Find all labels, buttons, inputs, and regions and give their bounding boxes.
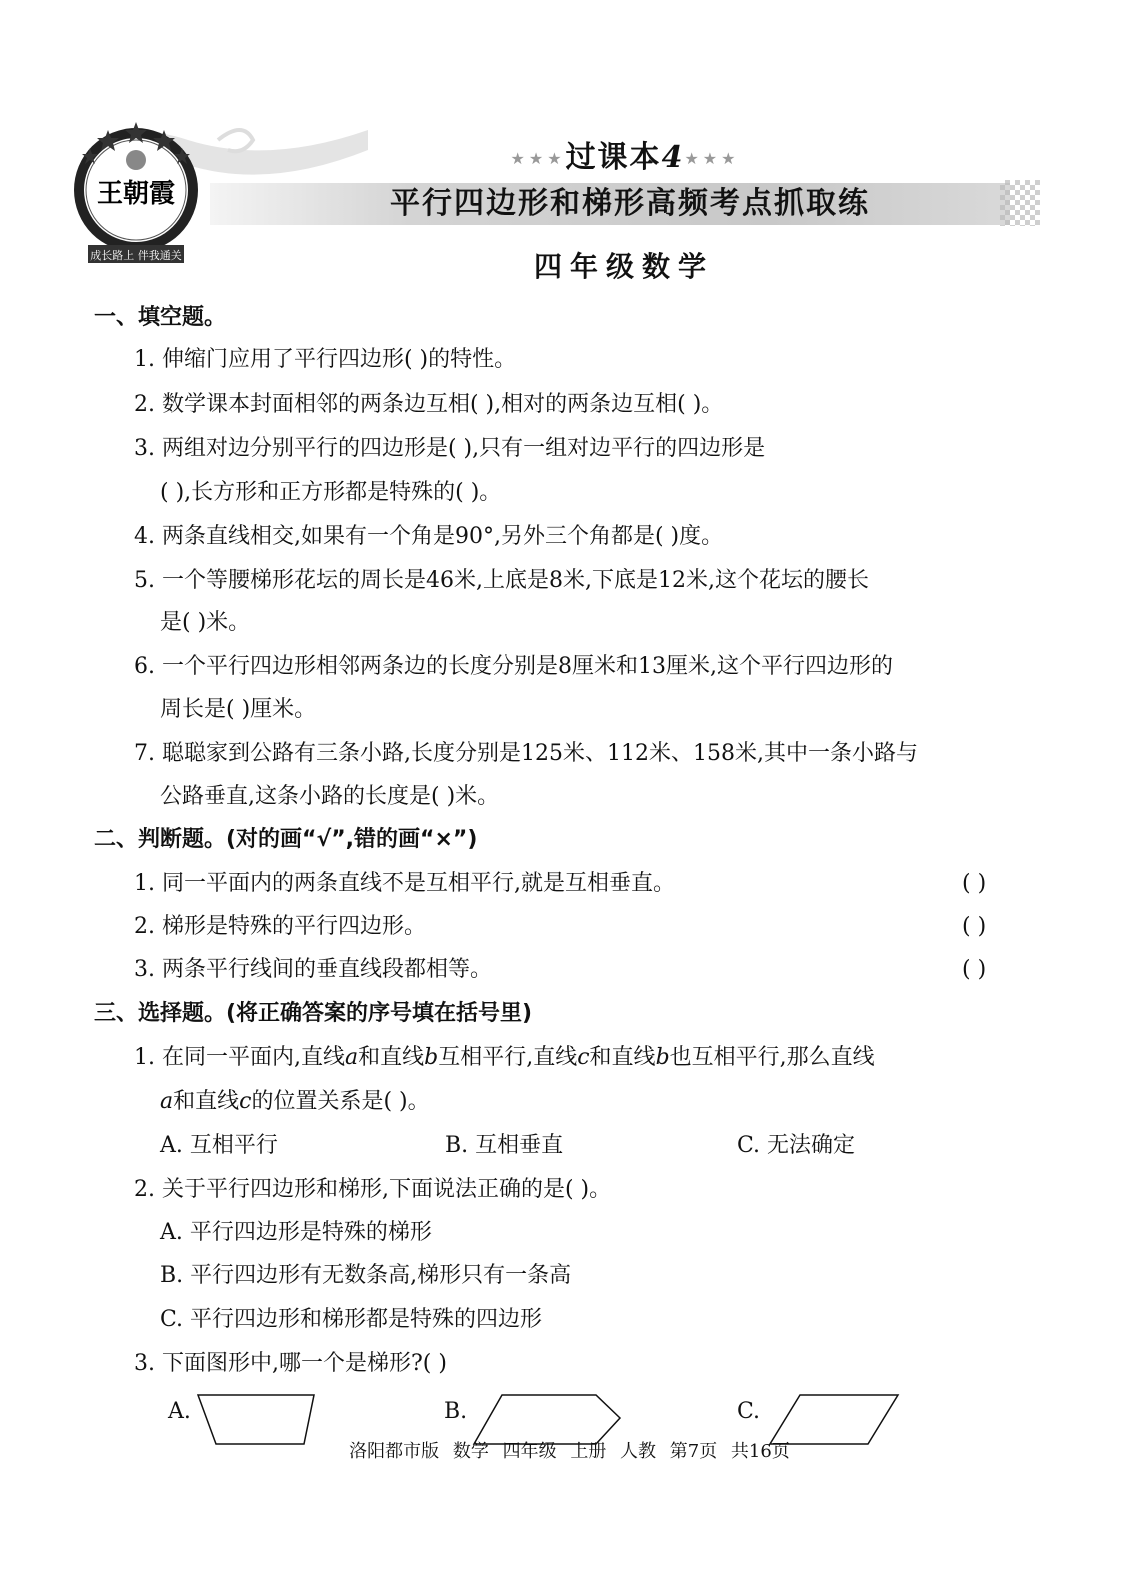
section-1-title: 一、填空题。 [94,305,227,330]
option-a: A. 平行四边形是特殊的梯形 [160,1220,432,1245]
q-text: 的位置关系是( )。 [251,1089,430,1114]
shape-label-a: A. [168,1399,191,1424]
logo-slogan: 成长路上 伴我通关 [90,249,182,262]
question-1-1: 1. 伸缩门应用了平行四边形( )的特性。 [134,347,517,372]
series-number: 4 [661,140,685,175]
question-1-6: 6. 一个平行四边形相邻两条边的长度分别是8厘米和13厘米,这个平行四边形的 [134,654,893,679]
q-text: 和直线 [589,1045,656,1070]
section-2-title: 二、判断题。(对的画“√”,错的画“×”) [94,827,478,852]
question-3-1-cont [160,1087,430,1117]
question-1-7: 7. 聪聪家到公路有三条小路,长度分别是125米、112米、158米,其中一条小路与 [134,741,918,766]
option-a: A. 互相平行 [160,1133,278,1158]
section-3-title: 三、选择题。(将正确答案的序号填在括号里) [94,1001,533,1026]
question-1-5-cont: 是( )米。 [160,610,251,635]
subject-title: 四年级数学 [533,250,714,283]
question-1-3: 3. 两组对边分别平行的四边形是( ),只有一组对边平行的四边形是 [134,436,766,461]
option-c: C. 平行四边形和梯形都是特殊的四边形 [160,1307,543,1332]
logo-text: 王朝霞 [96,179,176,209]
option-b: B. 平行四边形有无数条高,梯形只有一条高 [160,1263,572,1288]
q-text: 和直线 [173,1089,240,1114]
q-text: 和直线 [358,1045,425,1070]
shape-label-c: C. [737,1399,761,1424]
answer-box[interactable]: ( ) [962,957,987,982]
question-1-4: 4. 两条直线相交,如果有一个角是90°,另外三个角都是( )度。 [134,524,724,549]
question-1-2: 2. 数学课本封面相邻的两条边互相( ),相对的两条边互相( )。 [134,392,724,417]
option-c: C. 无法确定 [737,1133,856,1158]
question-3-2: 2. 关于平行四边形和梯形,下面说法正确的是( )。 [134,1177,612,1202]
question-3-3: 3. 下面图形中,哪一个是梯形?( ) [134,1351,447,1376]
series-text: 过课本 [565,140,662,175]
var-b: b [655,1045,670,1070]
answer-box[interactable]: ( ) [962,914,987,939]
q-text: 1. 在同一平面内,直线 [134,1045,345,1070]
var-a: a [160,1089,174,1114]
var-a: a [344,1045,359,1070]
answer-box[interactable]: ( ) [962,871,987,896]
var-c: c [239,1089,252,1114]
q-text: 互相平行,直线 [438,1045,578,1070]
var-c: c [577,1045,590,1070]
option-b: B. 互相垂直 [445,1133,564,1158]
question-1-6-cont: 周长是( )厘米。 [160,697,317,722]
star-decoration-icon: ★★★ [684,149,740,168]
question-2-1: 1. 同一平面内的两条直线不是互相平行,就是互相垂直。 [134,871,675,896]
question-1-5: 5. 一个等腰梯形花坛的周长是46米,上底是8米,下底是12米,这个花坛的腰长 [134,568,869,593]
question-2-2: 2. 梯形是特殊的平行四边形。 [134,914,426,939]
star-decoration-icon: ★★★ [510,149,566,168]
shape-label-b: B. [444,1399,468,1424]
var-b: b [424,1045,439,1070]
question-1-7-cont: 公路垂直,这条小路的长度是( )米。 [160,784,500,809]
series-label [500,132,750,176]
q-text: 也互相平行,那么直线 [669,1045,875,1070]
question-2-3: 3. 两条平行线间的垂直线段都相等。 [134,957,492,982]
page-title: 平行四边形和梯形高频考点抓取练 [390,186,870,221]
page-footer: 洛阳都市版 数学 四年级 上册 人教 第7页 共16页 [349,1441,790,1462]
question-1-3-cont: ( ),长方形和正方形都是特殊的( )。 [160,480,502,505]
question-3-1 [134,1043,875,1073]
